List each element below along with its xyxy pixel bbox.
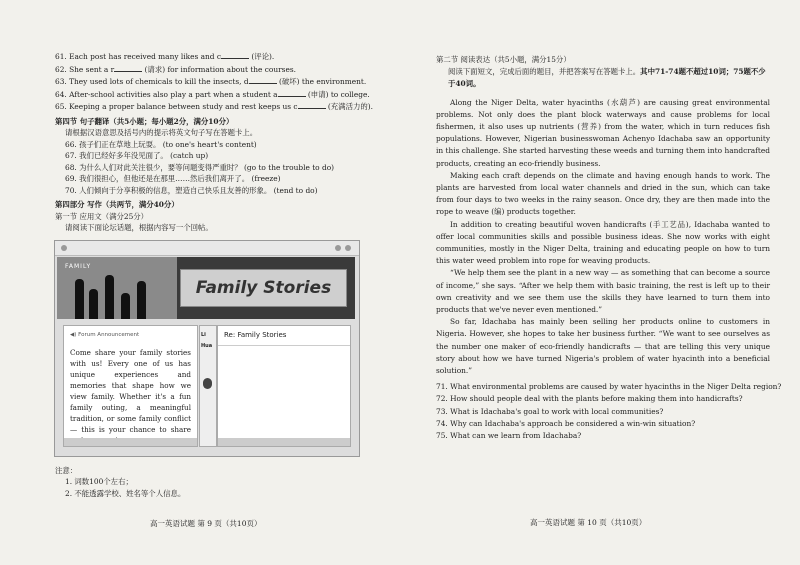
reply-panel[interactable]	[217, 325, 351, 447]
announcement-panel	[63, 325, 198, 447]
user-sidebar	[199, 325, 217, 447]
item-61	[55, 50, 380, 63]
item-63	[55, 75, 380, 88]
translation-69: 69. 我们很担心，但他还是在那里……然后我们离开了。 (freeze)	[65, 174, 281, 183]
item-text: 62. She sent a r	[55, 64, 115, 74]
page-footer: 高一英语试题 第 9 页（共10页）	[150, 518, 262, 528]
family-figure-icon	[121, 293, 130, 319]
window-dot-icon	[335, 245, 341, 251]
questions-list	[436, 381, 782, 442]
note-1: 1. 词数100个左右；	[65, 477, 133, 486]
item-hint: (申请) to college.	[307, 89, 370, 99]
translation-67: 67. 我们已经好多年没见面了。 (catch up)	[65, 151, 209, 160]
item-text: 61. Each post has received many likes and c	[55, 52, 221, 61]
answer-blank[interactable]	[249, 75, 277, 84]
answer-blank[interactable]	[278, 88, 306, 97]
family-figure-icon	[89, 289, 98, 319]
item-text: 63. They used lots of chemicals to kill the insects, d	[55, 77, 249, 86]
family-figure-icon	[105, 275, 114, 319]
item-text: 64. After-school activities also play a part when a student a	[55, 89, 278, 99]
section2-title: 第二节 阅读表达（共5小题，满分15分）	[436, 55, 571, 64]
item-text: 65. Keeping a proper balance between study and rest keeps us c	[55, 102, 298, 111]
section1-instruction: 请阅读下面论坛话题，根据内容写一个回帖。	[65, 223, 213, 232]
item-hint: (评论).	[251, 52, 275, 61]
item-65	[55, 100, 380, 113]
section4-instruction: 请根据汉语意思及括号内的提示将英文句子写在答题卡上。	[65, 128, 258, 137]
paragraph-4: “We help them see the plant in a new way — as something that can become a source of income,” she says. “After we help them with basic training, the rest is left up to their own creativity and we see them use the skills they have learned to turn them into products that we've never even mentioned.”	[436, 268, 770, 315]
speaker-icon: ◀)	[70, 331, 79, 338]
paragraph-3: In addition to creating beautiful woven handicrafts (手工艺品), Idachaba wanted to offer local communities skills and possible business ideas. She now works with eight communities, mostly in the Niger Delta, training and educating people on how to turn this water weed problem into rope for weaving products.	[436, 219, 770, 266]
answer-blank[interactable]	[114, 63, 142, 72]
section1-title: 第一节 应用文（满分25分）	[55, 211, 149, 221]
browser-bar	[55, 241, 359, 256]
right-page	[400, 0, 800, 565]
banner-logo: FAMILY	[65, 262, 92, 270]
section2-instruction	[436, 66, 770, 90]
question-72: 72. How should people deal with the plants before making them into handicrafts?	[436, 394, 743, 404]
announcement-text: Come share your family stories with us! Every one of us has unique experiences and memories that shape how we view family. Whether it's a fun family outing, a meaningful tradition, or some family conflict — this is your chance to share	[70, 348, 191, 434]
page-footer: 高一英语试题 第 10 页（共10页）	[530, 517, 647, 527]
translation-68: 68. 为什么人们对此关注很少，要等问题变得严重时？ (go to the trouble to do)	[65, 162, 335, 172]
avatar	[203, 378, 212, 389]
instruction-text: 阅读下面短文，完成后面的题目，并把答案写在答题卡上。	[448, 67, 641, 77]
paragraph-1: Along the Niger Delta, water hyacinths (水葫芦) are causing great environmental problems. Not only does the plant block waterways and cause problems for local fishermen, it also uses up nutrients (营养) from the water, which in turn reduces fish populations. However, Nigerian businesswoman Achenyo Idachaba saw an opportunity in this challenge. She started harvesting these weeds and turning them into handcrafted products, creating an eco-friendly business.	[436, 97, 770, 168]
panel-footer	[218, 438, 350, 446]
item-hint: (充满活力的).	[327, 102, 373, 111]
reply-header: Re: Family Stories	[218, 326, 350, 347]
item-hint: (请求) for information about the courses.	[144, 64, 296, 74]
note-2: 2. 不能透露学校、姓名等个人信息。	[65, 488, 186, 498]
panel-footer	[64, 438, 197, 446]
sidebar-username: Li Hua	[201, 331, 213, 349]
window-dot-icon	[345, 245, 351, 251]
answer-blank[interactable]	[298, 100, 326, 109]
instruction-emphasis: 其中71-74题不超过10词；75题不少于40词。	[448, 67, 766, 89]
forum-banner	[57, 257, 355, 319]
paragraph-5: So far, Idachaba has mainly been selling her products online to customers in Nigeria. However, she hopes to take her business further. “We want to see ourselves as the number one maker of eco-friendly handicrafts — that are telling this very unique story about how we have turned Nigeria's problem of water hyacinth into a beneficial solution.”	[436, 317, 770, 376]
translation-66: 66. 孩子们正在草地上玩耍。 (to one's heart's content)	[65, 139, 257, 149]
family-figure-icon	[137, 281, 146, 319]
question-74: 74. Why can Idachaba's approach be considered a win-win situation?	[436, 418, 696, 428]
item-hint: (破坏) the environment.	[278, 77, 367, 86]
paragraph-2: Making each craft depends on the climate and having enough hands to work. The plants are harvested from local water channels and dried in the sun, which can take from four days to two weeks in the rainy season. Once dry, they are then made into the rope to weave (编) products together.	[436, 170, 770, 217]
section4-title: 第四节 句子翻译（共5小题；每小题2分，满分10分）	[55, 116, 234, 126]
translation-70: 70. 人们倾向于分享积极的信息，塑造自己快乐且友善的形象。 (tend to do)	[65, 185, 318, 195]
item-62	[55, 63, 380, 76]
announcement-header-text: Forum Announcement	[78, 331, 140, 338]
forum-screenshot	[54, 240, 360, 457]
question-73: 73. What is Idachaba's goal to work with local communities?	[436, 406, 664, 416]
question-75: 75. What can we learn from Idachaba?	[436, 431, 582, 441]
part4-title: 第四部分 写作（共两节，满分40分）	[55, 200, 179, 209]
question-71: 71. What environmental problems are caused by water hyacinths in the Niger Delta region?	[436, 382, 782, 392]
notes-title: 注意：	[55, 465, 78, 475]
item-64	[55, 88, 380, 101]
banner-title: Family Stories	[180, 269, 347, 307]
announcement-header	[64, 326, 197, 346]
family-figure-icon	[75, 279, 84, 319]
answer-blank[interactable]	[221, 50, 249, 59]
window-dot-icon	[61, 245, 67, 251]
